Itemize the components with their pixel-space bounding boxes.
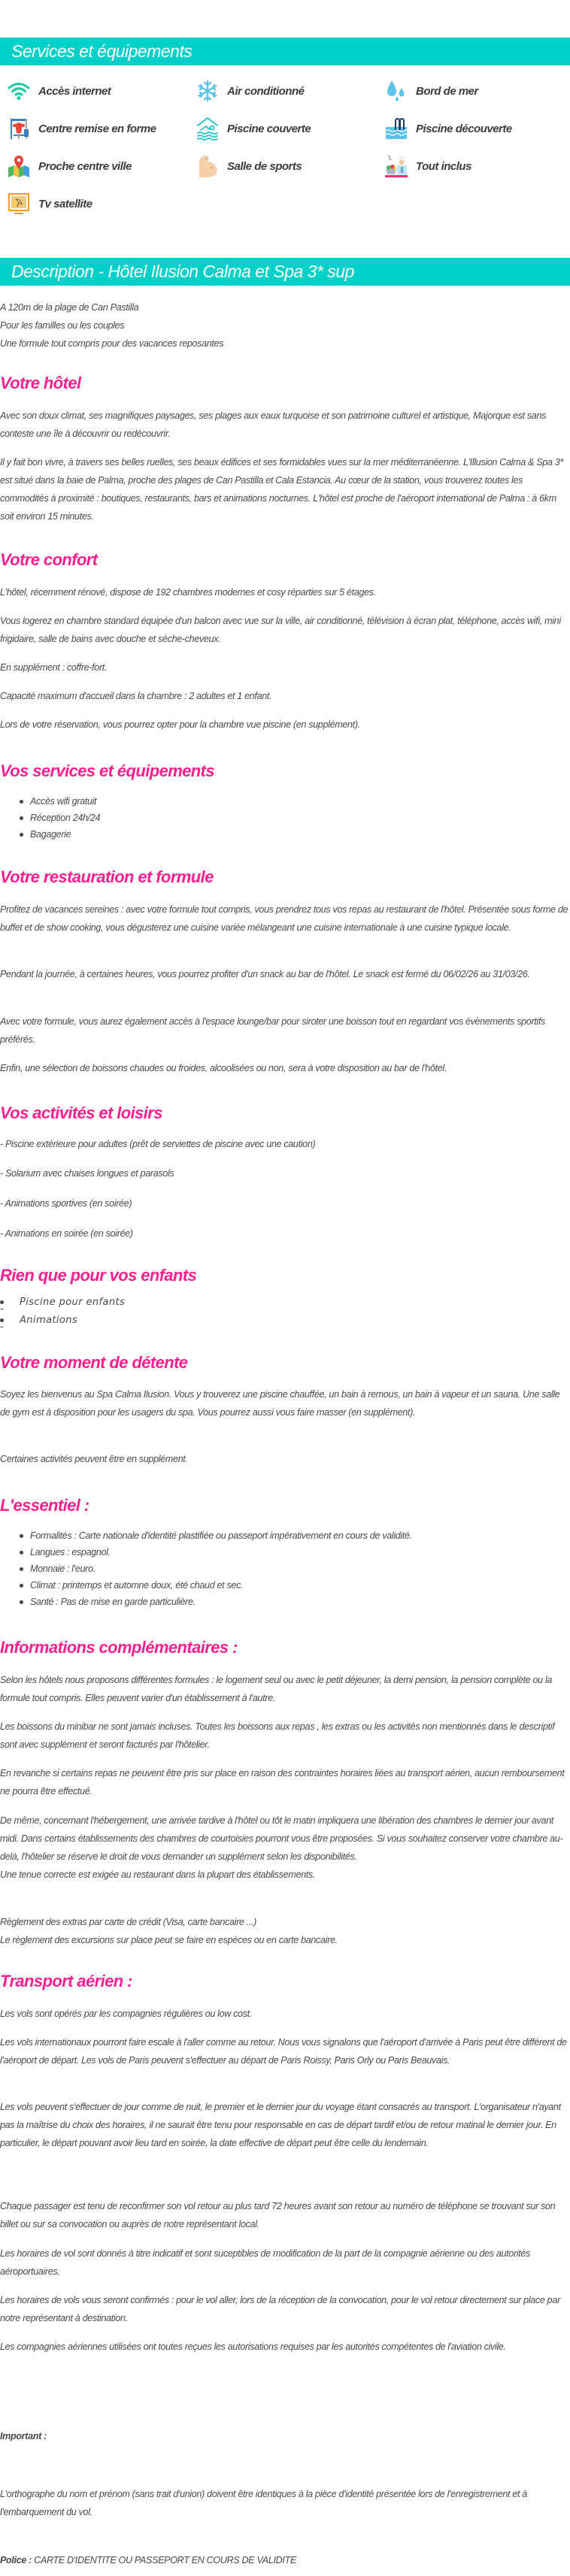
heading-votre-hotel: Votre hôtel [0,374,81,392]
infos-paragraph [0,1913,570,1949]
service-label: Accès internet [38,84,111,98]
hotel-paragraph: Il y fait bon vivre, à travers ses belles ruelles, ses beaux édifices et ses formidables vues sur la mer méditerranéenne. L'Illusion Calma & Spa 3* est situé dans la baie de Palma, proche des plages de Can Pastilla et Cala Estancia. Au cœur de la station, vous trouverez toutes les commodités à proximité : boutiques, restaurants, bars et animations nocturnes. L'hôtel est proche de l'aéroport international de Palma : à 6km soit environ 15 minutes. [0,457,563,522]
kids-list [0,1294,570,1330]
map-pin-icon [8,155,30,177]
infos-text: Règlement des extras par carte de crédit (Visa, carte bancaire ...) [0,1917,257,1927]
heading-transport: Transport aérien : [0,1972,132,1990]
service-label: Air conditionné [227,84,305,98]
fitness-machine-icon [8,117,30,140]
restauration-paragraph: Avec votre formule, vous aurez également accès à l'espace lounge/bar pour siroter une boisson tout en regardant vos évènements sportifs préférés. [0,1016,545,1045]
list-item: - Animations [0,1312,570,1330]
intro-line: Pour les familles ou les couples [0,320,125,331]
transport-paragraph: Les horaires de vols vous seront confirmés : pour le vol aller, lors de la réception de la convocation, pour le vol retour directement sur place par notre représentant à destination. [0,2295,560,2323]
heading-detente: Votre moment de détente [0,1353,188,1372]
transport-paragraph: Les vols peuvent s'effectuer de jour comme de nuit, le premier et le dernier jour du voyage étant consacrés au transport. L'organisateur n'ayant pas la maîtrise du choix des horaires, il ne saurait être tenu pour responsable en cas de départ tardif et/ou de retour matinal le dernier jour. En particulier, le départ pouvant avoir lieu tard en soirée, la date effective de départ peut être celle du lendemain. [0,2102,561,2148]
infos-text: De même, concernant l'hébergement, une arrivée tardive à l'hôtel ou tôt le matin impliquera une libération des chambres le dernier jour avant midi. Dans certains établissements des chambres de courtoisies pourront vous être proposées. Si vous souhaitez conserver votre chambre au-delà, l'hôtelier se réserve le droit de vous demander un supplément selon les disponibilités. [0,1815,563,1862]
activity-item: - Solarium avec chaises longues et parasols [0,1168,174,1179]
description-intro [0,298,570,353]
intro-line: A 120m de la plage de Can Pastilla [0,302,139,313]
confort-paragraph: En supplément : coffre-fort. [0,662,108,673]
heading-restauration: Votre restauration et formule [0,867,214,886]
confort-paragraph: Capacité maximum d'accueil dans la chambre : 2 adultes et 1 enfant. [0,691,272,701]
list-item: Formalités : Carte nationale d'identité plastifiée ou passeport impérativement en cours de validité. [0,1527,570,1544]
infos-text: Une tenue correcte est exigée au restaurant dans la plupart des établissements. [0,1869,315,1880]
infos-paragraph: En revanche si certains repas ne peuvent être pris sur place en raison des contraintes horaires liées au transport aérien, aucun remboursement ne pourra être effectué. [0,1768,565,1797]
service-label: Piscine couverte [227,122,311,135]
heading-informations: Informations complémentaires : [0,1638,238,1657]
activity-item: - Animations sportives (en soirée) [0,1198,132,1209]
transport-paragraph: Les vols sont opérés par les compagnies régulières ou low cost. [0,2008,252,2019]
service-label: Proche centre ville [38,159,132,173]
list-item: Santé : Pas de mise en garde particulière. [0,1594,570,1610]
confort-paragraph: Vous logerez en chambre standard équipée d'un balcon avec vue sur la ville, air conditionné, télévision à écran plat, téléphone, accès wifi, mini frigidaire, salle de bains avec douche et sèche-cheveux. [0,616,561,644]
heading-vos-services: Vos services et équipements [0,761,215,780]
police-label: Police : [0,2555,32,2565]
transport-paragraph: Chaque passager est tenu de reconfirmer son vol retour au plus tard 72 heures avant son retour au numéro de téléphone se trouvant sur son billet ou sur sa convocation ou auprès de notre représentant local. [0,2201,556,2229]
heading-enfants: Rien que pour vos enfants [0,1266,197,1285]
services-section-title: Services et équipements [0,38,570,65]
important-label: Important : [0,2431,47,2441]
restauration-paragraph: Pendant la journée, à certaines heures, vous pourrez profiter d'un snack au bar de l'hôtel. Le snack est fermé du 06/02/26 au 31/03/26. [0,969,530,979]
services-list [0,793,570,843]
detente-paragraph: Certaines activités peuvent être en supplément. [0,1454,188,1464]
service-item-fitness [8,117,156,141]
restauration-paragraph: Enfin, une sélection de boissons chaudes ou froides, alcoolisées ou non, sera à votre disposition au bar de l'hôtel. [0,1063,447,1073]
service-item-air-conditioning [196,79,305,103]
water-drops-icon [385,80,408,102]
list-item: Bagagerie [0,826,570,843]
heading-votre-confort: Votre confort [0,550,98,569]
hotel-paragraph: Avec son doux climat, ses magnifiques paysages, ses plages aux eaux turquoise et son patrimoine culturel et artistique, Majorque est sans conteste une île à découvrir ou redécouvrir. [0,410,547,439]
service-item-satellite-tv [8,192,92,216]
heading-essentiel: L'essentiel : [0,1496,89,1515]
transport-paragraph: Les compagnies aériennes utilisées ont toutes reçues les autorisations requises par les autorités compétentes de l'aviation civile. [0,2341,506,2352]
infos-paragraph [0,1812,570,1884]
activity-item: - Animations en soirée (en soirée) [0,1228,133,1239]
list-item: - Piscine pour enfants [0,1294,570,1312]
important-text: L'orthographe du nom et prénom (sans trait d'union) doivent être identiques à la pièce d'identité présentée lors de l'enregistrement et à l'embarquement du vol. [0,2489,527,2517]
transport-paragraph: Les horaires de vol sont donnés à titre indicatif et sont suceptibles de modification de la part de la compagnie aérienne ou des autorités aéroportuaires. [0,2248,530,2277]
service-item-internet [8,79,111,103]
essentiel-list [0,1527,570,1610]
infos-text: Le règlement des excursions sur place peut se faire en espèces ou en carte bancaire. [0,1935,338,1945]
outdoor-pool-icon [385,117,408,140]
description-section-title: Description - Hôtel Ilusion Calma et Spa 3* sup [0,258,570,286]
service-label: Bord de mer [416,84,478,98]
snowflake-icon [196,80,219,102]
service-item-indoor-pool [196,117,311,141]
service-item-seaside [385,79,478,103]
service-item-city-center [8,154,132,178]
service-item-all-inclusive [385,154,471,178]
police-text: CARTE D'IDENTITE OU PASSEPORT EN COURS DE VALIDITE [32,2555,296,2565]
muscle-arm-icon [196,155,219,177]
service-item-outdoor-pool [385,117,512,141]
service-label: Tout inclus [416,159,471,173]
list-item: Accès wifi gratuit [0,793,570,810]
chef-buffet-icon [385,155,408,177]
transport-paragraph: Les vols internationaux pourront faire escale à l'aller comme au retour. Nous vous signalons que l'aéroport d'arrivée à Paris peut être différent de l'aéroport de départ. Les vols de Paris peuvent s'effectuer au départ de Paris Roissy, Paris Orly ou Paris Beauvais. [0,2037,567,2066]
police-line [0,2551,570,2569]
intro-line: Une formule tout compris pour des vacances reposantes [0,338,224,349]
detente-paragraph: Soyez les bienvenus au Spa Calma Ilusion. Vous y trouverez une piscine chauffée, un bain à remous, un bain à vapeur et un sauna. Une salle de gym est à disposition pour les usagers du spa. Vous pourrez aussi vous faire masser (en supplément). [0,1389,560,1418]
service-label: Centre remise en forme [38,122,156,135]
confort-paragraph: Lors de votre réservation, vous pourrez opter pour la chambre vue piscine (en supplément). [0,719,360,730]
service-label: Tv satellite [38,197,92,210]
heading-activites: Vos activités et loisirs [0,1103,162,1122]
list-item: Climat : printemps et automne doux, été chaud et sec. [0,1577,570,1594]
infos-paragraph: Les boissons du minibar ne sont jamais incluses. Toutes les boissons aux repas , les extras ou les activités non mentionnés dans le descriptif sont avec supplément et seront facturés par l'hôtelier. [0,1721,555,1750]
indoor-pool-icon [196,117,219,140]
service-item-gym [196,154,302,178]
wifi-icon [8,80,30,102]
service-label: Salle de sports [227,159,302,173]
satellite-tv-icon [8,192,30,215]
activity-item: - Piscine extérieure pour adultes (prêt de serviettes de piscine avec une caution) [0,1139,316,1149]
confort-paragraph: L'hôtel, récemment rénové, dispose de 192 chambres modernes et cosy réparties sur 5 étages. [0,587,376,598]
service-label: Piscine découverte [416,122,512,135]
list-item: Monnaie : l'euro. [0,1560,570,1577]
infos-paragraph: Selon les hôtels nous proposons différentes formules : le logement seul ou avec le petit déjeuner, la demi pension, la pension complète ou la formule tout compris. Elles peuvent varier d'un établissement à l'autre. [0,1675,553,1703]
restauration-paragraph: Profitez de vacances sereines : avec votre formule tout compris, vous prendrez tous vos repas au restaurant de l'hôtel. Présentée sous forme de buffet et de show cooking, vous dégusterez une cuisine variée mélangeant une cuisine internationale à une cuisine typique locale. [0,904,568,933]
list-item: Langues : espagnol. [0,1544,570,1560]
list-item: Réception 24h/24 [0,810,570,826]
